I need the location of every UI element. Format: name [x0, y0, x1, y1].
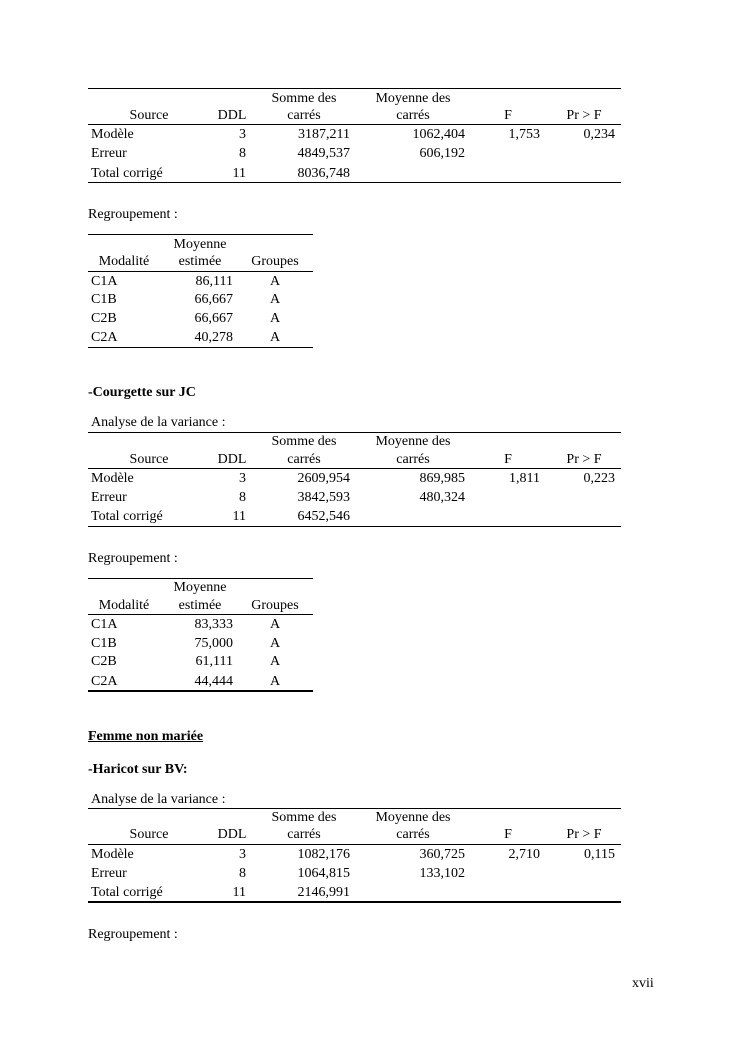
cell-modalite: C1A: [91, 274, 118, 289]
cell-source: Erreur: [91, 866, 127, 881]
cell-source: Erreur: [91, 490, 127, 505]
cell-ss: 4849,537: [297, 146, 350, 161]
cell-ss: 6452,546: [297, 509, 350, 524]
cell-modalite: C2A: [91, 330, 118, 345]
analyse-label: Analyse de la variance :: [91, 792, 226, 807]
col-header-ss-2: carrés: [287, 108, 321, 123]
cell-ms: 869,985: [419, 471, 465, 486]
table-rule-header: [88, 614, 313, 615]
table-rule-top: [88, 808, 621, 809]
col-header-modalite: Modalité: [98, 598, 150, 613]
cell-group: A: [269, 311, 281, 326]
cell-mean: 66,667: [194, 311, 233, 326]
table-rule-top: [88, 432, 621, 433]
cell-pr: 0,115: [584, 847, 615, 862]
page-number: xvii: [632, 976, 654, 991]
table-rule-bottom: [88, 347, 313, 348]
cell-ddl: 3: [239, 847, 246, 862]
cell-ddl: 8: [239, 490, 246, 505]
cell-ddl: 3: [239, 127, 246, 142]
cell-ms: 360,725: [419, 847, 465, 862]
cell-source: Total corrigé: [91, 509, 163, 524]
cell-pr: 0,234: [583, 127, 615, 142]
col-header-groupes: Groupes: [251, 254, 299, 269]
cell-mean: 75,000: [194, 636, 233, 651]
col-header-ss-2: carrés: [287, 452, 321, 467]
regroupement-label: Regroupement :: [88, 551, 178, 566]
col-header-ddl: DDL: [217, 827, 247, 842]
cell-ss: 1082,176: [297, 847, 350, 862]
cell-ss: 3187,211: [298, 127, 350, 142]
col-header-ms-1: Moyenne des: [375, 810, 451, 825]
col-header-ms-1: Moyenne des: [375, 434, 451, 449]
cell-modalite: C1A: [91, 617, 118, 632]
section-title-femme: Femme non mariée: [88, 729, 204, 744]
cell-f: 2,710: [508, 847, 540, 862]
col-header-ms-2: carrés: [396, 108, 430, 123]
cell-f: 1,753: [508, 127, 540, 142]
col-header-pr: Pr > F: [566, 108, 602, 123]
section-heading-haricot: -Haricot sur BV:: [88, 762, 188, 777]
col-header-f: F: [504, 452, 512, 467]
cell-group: A: [269, 274, 281, 289]
cell-source: Erreur: [91, 146, 127, 161]
table-rule-header: [88, 844, 621, 845]
cell-source: Total corrigé: [91, 885, 163, 900]
table-rule-header: [88, 124, 621, 125]
cell-ms: 480,324: [419, 490, 465, 505]
cell-mean: 61,111: [195, 654, 233, 669]
cell-mean: 86,111: [195, 274, 233, 289]
table-rule-top: [88, 578, 313, 579]
col-header-source: Source: [129, 108, 169, 123]
cell-ss: 2146,991: [297, 885, 350, 900]
cell-ss: 2609,954: [297, 471, 350, 486]
cell-source: Modèle: [91, 847, 134, 862]
cell-source: Total corrigé: [91, 166, 163, 181]
cell-modalite: C1B: [91, 636, 117, 651]
col-header-mean-2: estimée: [178, 254, 222, 269]
col-header-f: F: [504, 827, 512, 842]
cell-mean: 40,278: [194, 330, 233, 345]
table-rule-bottom: [88, 690, 313, 692]
col-header-pr: Pr > F: [566, 452, 602, 467]
cell-modalite: C2B: [91, 311, 117, 326]
regroupement-label: Regroupement :: [88, 927, 178, 942]
cell-source: Modèle: [91, 471, 134, 486]
table-rule-header: [88, 468, 621, 469]
col-header-ms-2: carrés: [396, 452, 430, 467]
cell-mean: 44,444: [194, 674, 233, 689]
cell-ddl: 11: [232, 509, 246, 524]
col-header-groupes: Groupes: [251, 598, 299, 613]
cell-source: Modèle: [91, 127, 134, 142]
cell-ss: 3842,593: [297, 490, 350, 505]
cell-modalite: C2A: [91, 674, 118, 689]
cell-pr: 0,223: [583, 471, 615, 486]
cell-modalite: C2B: [91, 654, 117, 669]
col-header-ms-2: carrés: [396, 827, 430, 842]
cell-group: A: [269, 330, 281, 345]
regroupement-label: Regroupement :: [88, 207, 178, 222]
cell-ddl: 8: [239, 146, 246, 161]
col-header-ddl: DDL: [217, 452, 247, 467]
col-header-f: F: [504, 108, 512, 123]
col-header-mean-1: Moyenne: [173, 237, 227, 252]
col-header-ss-1: Somme des: [271, 810, 337, 825]
col-header-ms-1: Moyenne des: [375, 91, 451, 106]
col-header-ss-1: Somme des: [271, 434, 337, 449]
analyse-label: Analyse de la variance :: [91, 415, 226, 430]
cell-ddl: 8: [239, 866, 246, 881]
table-rule-header: [88, 271, 313, 272]
cell-group: A: [269, 636, 281, 651]
cell-mean: 66,667: [194, 292, 233, 307]
cell-ddl: 11: [232, 885, 246, 900]
cell-mean: 83,333: [194, 617, 233, 632]
col-header-pr: Pr > F: [566, 827, 602, 842]
col-header-mean-2: estimée: [178, 598, 222, 613]
table-rule-top: [88, 234, 313, 235]
table-rule-bottom: [88, 182, 621, 183]
cell-group: A: [269, 654, 281, 669]
col-header-ss-1: Somme des: [271, 91, 337, 106]
col-header-ss-2: carrés: [287, 827, 321, 842]
section-heading-courgette: -Courgette sur JC: [88, 385, 196, 400]
cell-ss: 1064,815: [297, 866, 350, 881]
col-header-source: Source: [129, 452, 169, 467]
cell-group: A: [269, 674, 281, 689]
table-rule-top: [88, 88, 621, 89]
cell-ss: 8036,748: [297, 166, 350, 181]
col-header-source: Source: [129, 827, 169, 842]
col-header-ddl: DDL: [217, 108, 247, 123]
cell-ms: 133,102: [419, 866, 465, 881]
cell-modalite: C1B: [91, 292, 117, 307]
col-header-modalite: Modalité: [98, 254, 150, 269]
col-header-mean-1: Moyenne: [173, 580, 227, 595]
cell-ms: 606,192: [419, 146, 465, 161]
cell-ms: 1062,404: [412, 127, 465, 142]
table-rule-bottom: [88, 526, 621, 527]
cell-ddl: 11: [232, 166, 246, 181]
cell-group: A: [269, 292, 281, 307]
cell-group: A: [269, 617, 281, 632]
cell-f: 1,811: [509, 471, 540, 486]
table-rule-bottom: [88, 901, 621, 903]
cell-ddl: 3: [239, 471, 246, 486]
